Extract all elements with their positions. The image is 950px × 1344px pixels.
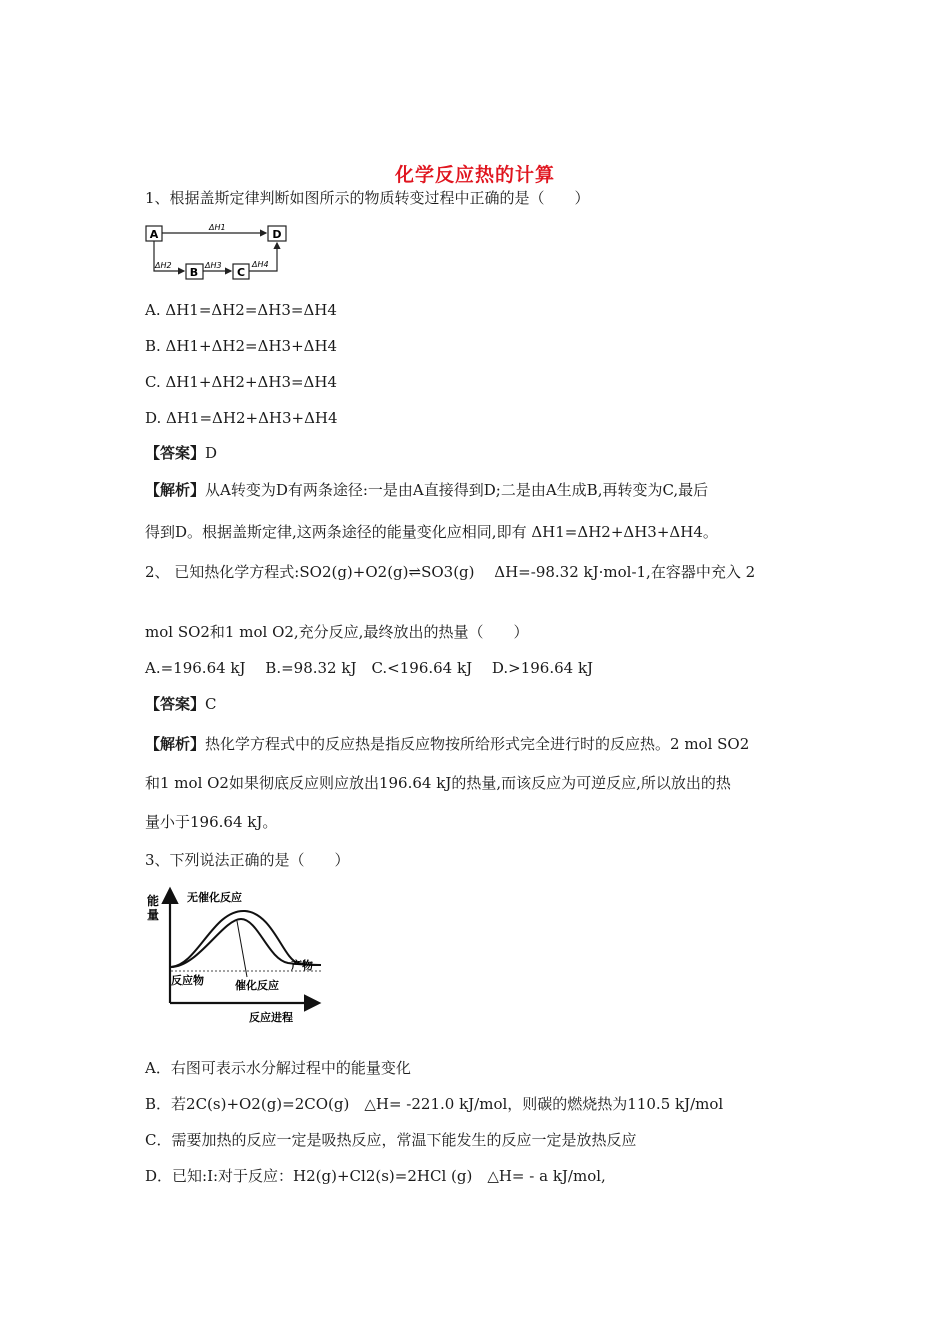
label-h4: ΔH4 bbox=[252, 260, 269, 269]
energy-profile-graph bbox=[143, 885, 333, 1027]
node-d-label: D bbox=[272, 228, 282, 241]
q3-option-b: B．若2C(s)+O2(g)=2CO(g) △H= -221.0 kJ/mol，则碳的燃烧热为110.5 kJ/mol bbox=[145, 1095, 724, 1113]
q2-options: A.=196.64 kJ B.=98.32 kJ C.<196.64 kJ D.>196.64 kJ bbox=[145, 659, 594, 677]
answer-value: D bbox=[205, 444, 218, 462]
q1-option-d: D. ΔH1=ΔH2+ΔH3+ΔH4 bbox=[145, 409, 338, 427]
q2-analysis-line-1 bbox=[145, 734, 749, 754]
analysis-tag: 【解析】 bbox=[145, 735, 206, 753]
q2-stem-line-2: mol SO2和1 mol O2,充分反应,最终放出的热量（ ） bbox=[145, 623, 529, 641]
catalyzed-pointer bbox=[237, 921, 247, 977]
answer-tag: 【答案】 bbox=[145, 695, 206, 713]
q3-option-c: C．需要加热的反应一定是吸热反应，常温下能发生的反应一定是放热反应 bbox=[145, 1131, 637, 1149]
q1-stem: 1、根据盖斯定律判断如图所示的物质转变过程中正确的是（ ） bbox=[145, 189, 590, 207]
answer-value: C bbox=[205, 695, 217, 713]
label-h1: ΔH1 bbox=[209, 223, 226, 232]
answer-tag: 【答案】 bbox=[145, 444, 206, 462]
label-h2: ΔH2 bbox=[155, 261, 172, 270]
q3-stem: 3、下列说法正确的是（ ） bbox=[145, 851, 350, 869]
node-c-label: C bbox=[236, 266, 246, 279]
node-a-label: A bbox=[149, 228, 159, 241]
x-axis-label: 反应进程 bbox=[249, 1011, 293, 1024]
q1-analysis-line-1 bbox=[145, 480, 708, 500]
q1-answer bbox=[145, 443, 217, 463]
analysis-tag: 【解析】 bbox=[145, 481, 206, 499]
analysis-text: 从A转变为D有两条途径:一是由A直接得到D;二是由A生成B,再转变为C,最后 bbox=[205, 481, 709, 499]
y-axis-label-2: 量 bbox=[147, 908, 160, 922]
product-label: 产物 bbox=[291, 959, 313, 972]
reactant-label: 反应物 bbox=[171, 974, 204, 987]
y-axis-label-1: 能 bbox=[147, 894, 160, 908]
label-h3: ΔH3 bbox=[205, 261, 222, 270]
q2-analysis-line-3: 量小于196.64 kJ。 bbox=[145, 813, 278, 831]
q3-option-a: A．右图可表示水分解过程中的能量变化 bbox=[145, 1059, 411, 1077]
q2-analysis-line-2: 和1 mol O2如果彻底反应则应放出196.64 kJ的热量,而该反应为可逆反应,所以放出的热 bbox=[145, 774, 731, 792]
q1-option-b: B. ΔH1+ΔH2=ΔH3+ΔH4 bbox=[145, 337, 338, 355]
q3-option-d: D．已知:Ⅰ:对于反应：H2(g)+Cl2(s)=2HCl (g) △H= - a kJ/mol, bbox=[145, 1167, 606, 1185]
page-title: 化学反应热的计算 bbox=[394, 164, 555, 186]
uncatalyzed-label: 无催化反应 bbox=[187, 891, 242, 904]
analysis-text: 热化学方程式中的反应热是指反应物按所给形式完全进行时的反应热。2 mol SO2 bbox=[205, 735, 750, 753]
node-b-label: B bbox=[189, 266, 199, 279]
hess-law-diagram bbox=[143, 220, 291, 282]
q2-answer bbox=[145, 694, 217, 714]
q1-option-a: A. ΔH1=ΔH2=ΔH3=ΔH4 bbox=[145, 301, 337, 319]
q1-analysis-line-2: 得到D。根据盖斯定律,这两条途径的能量变化应相同,即有 ΔH1=ΔH2+ΔH3+ΔH4。 bbox=[145, 523, 718, 541]
catalyzed-label: 催化反应 bbox=[235, 979, 279, 992]
q1-option-c: C. ΔH1+ΔH2+ΔH3=ΔH4 bbox=[145, 373, 338, 391]
q2-stem-line-1: 2、 已知热化学方程式:SO2(g)+O2(g)⇌SO3(g) ΔH=-98.32 kJ·mol-1,在容器中充入 2 bbox=[145, 563, 756, 581]
